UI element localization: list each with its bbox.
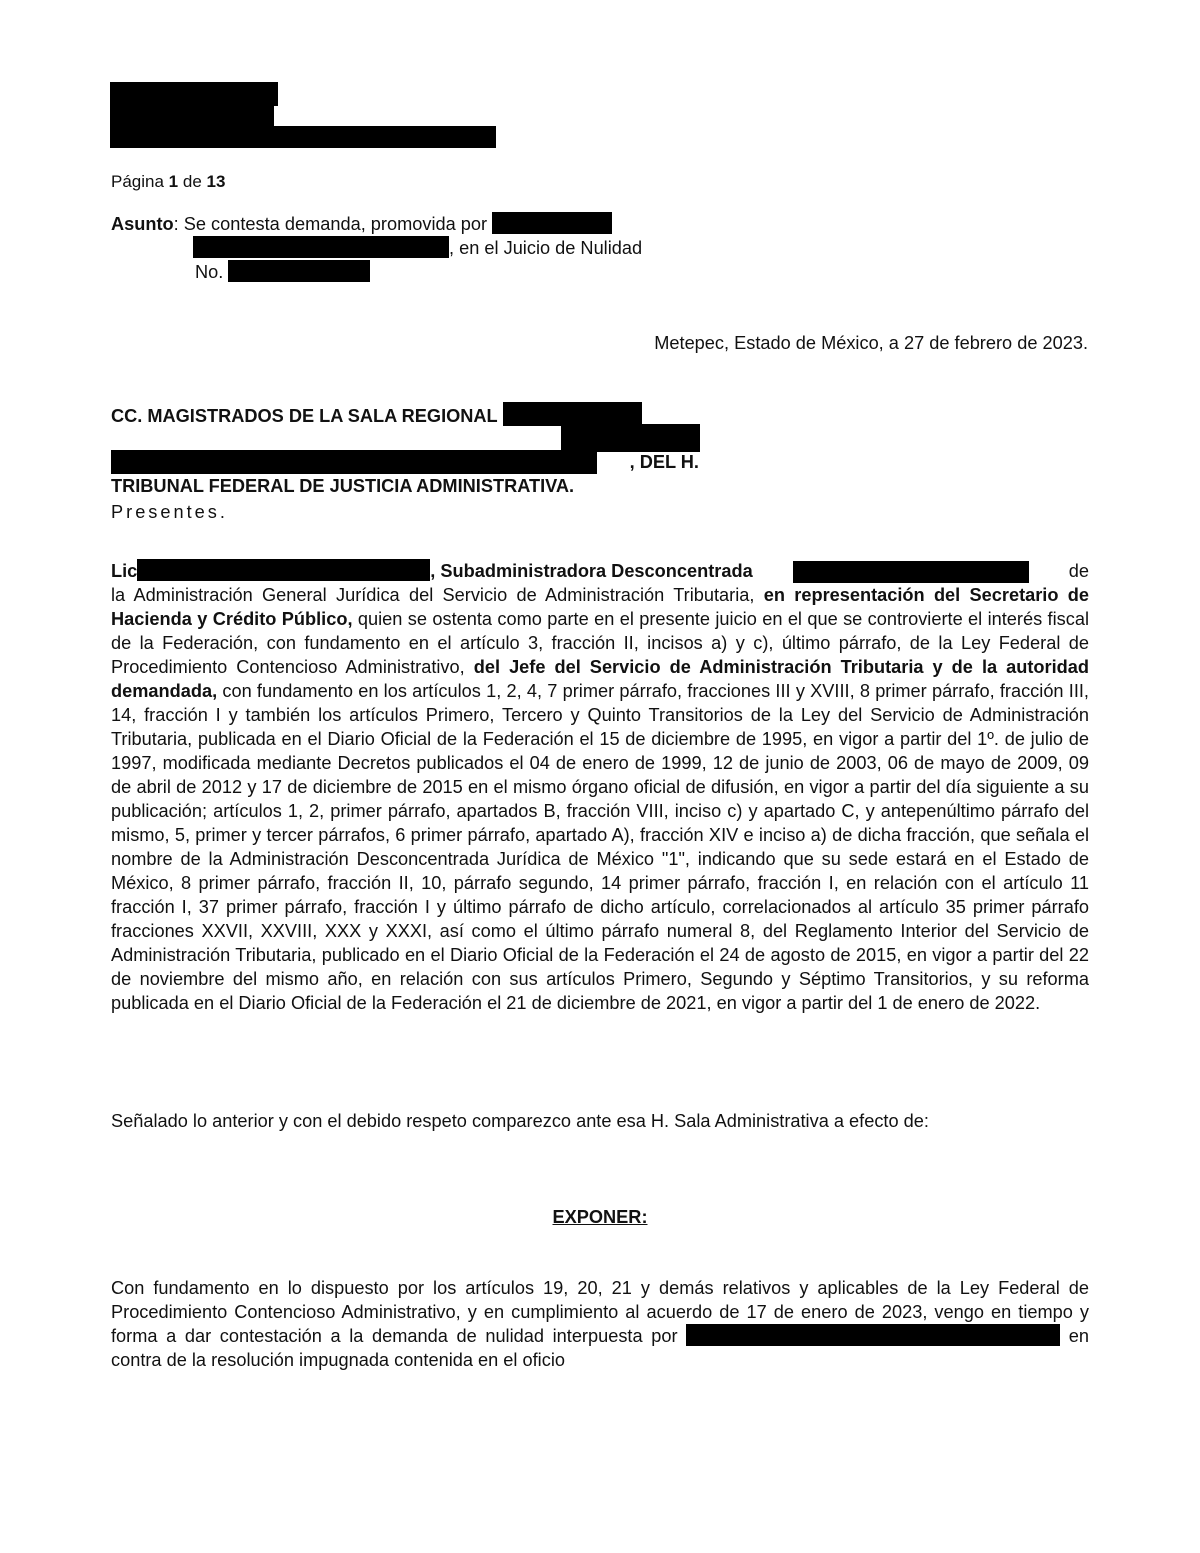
header-redaction-1 xyxy=(110,82,278,106)
page-prefix: Página xyxy=(111,172,164,191)
body-bold-1: en representación del Secretario de Hacienda y Crédito Público, xyxy=(111,585,1089,629)
page-sep: de xyxy=(182,172,202,191)
asunto-text-3: No. xyxy=(195,262,224,282)
body-de: de xyxy=(1068,561,1089,581)
header-redaction-3 xyxy=(110,126,496,148)
addressee-block xyxy=(111,402,701,498)
redaction-juicio-num xyxy=(228,260,370,282)
page-number xyxy=(111,170,225,194)
redaction-nombre-lic xyxy=(137,559,430,581)
redaction-sala-block xyxy=(561,424,700,452)
addressee-line-1: CC. MAGISTRADOS DE LA SALA REGIONAL xyxy=(111,406,498,426)
asunto-text-1: : Se contesta demanda, promovida por xyxy=(173,214,488,234)
fundamento-text-2: en contra de la resolución impugnada contenida en el oficio xyxy=(111,1326,1089,1370)
asunto-label: Asunto xyxy=(111,214,174,234)
redaction-promovente xyxy=(492,212,612,234)
body-paragraph xyxy=(111,559,1089,1015)
presentes: Presentes. xyxy=(111,502,228,522)
body-text-3: con fundamento en los artículos 1, 2, 4, 7 primer párrafo, fracciones III y XVIII, 8 primer párrafo, fracción III, 14, fracción I y también los artículos Primero, Tercero y Quinto Transitorios de la Ley del Servicio de Administración Tributaria, publicada en el Diario Oficial de la Federación el 15 de diciembre de 1995, en vigor a partir del 1º. de julio de 1997, modificada mediante Decretos publicados el 04 de enero de 1999, 12 de junio de 2003, 06 de mayo de 2009, 09 de abril de 2012 y 17 de diciembre de 2015 en el mismo órgano oficial de difusión, en vigor a partir del día siguiente a su publicación; artículos 1, 2, primer párrafo, apartados B, fracción VIII, inciso c) y apartado C, y antepenúltimo párrafo del mismo, 5, primer y tercer párrafos, 6 primer párrafo, apartado A), fracción XIV e inciso a) de dicha fracción, que señala el nombre de la Administración Desconcentrada Jurídica de México "1", indicando que su sede estará en el Estado de México, 8 primer párrafo, fracción II, 10, párrafo segundo, 14 primer párrafo, fracción I, en relación con el artículo 11 fracción I, 37 primer párrafo, fracción I y último párrafo de dicho artículo, correlacionados al artículo 35 primer párrafo fracciones XXVII, XXVIII, XXX y XXXI, así como el último párrafo numeral 8, del Reglamento Interior del Servicio de Administración Tributaria, publicado en el Diario Oficial de la Federación el 24 de agosto de 2015, en vigor a partir del 22 de noviembre del mismo año, en relación con sus artículos Primero, Segundo y Séptimo Transitorios, y su reforma publicada en el Diario Oficial de la Federación el 21 de diciembre de 2021, en vigor a partir del 1 de enero de 2022. xyxy=(111,681,1089,1013)
addressee-line-3: TRIBUNAL FEDERAL DE JUSTICIA ADMINISTRATIVA. xyxy=(111,476,575,496)
body-text-1: la Administración General Jurídica del Servicio de Administración Tributaria, xyxy=(111,585,755,605)
redaction-subadministracion xyxy=(793,561,1029,583)
body-bold-2: del Jefe del Servicio de Administración Tributaria y de la autoridad demandada, xyxy=(111,657,1089,701)
fundamento-paragraph xyxy=(111,1276,1089,1372)
redaction-sala-1 xyxy=(503,402,642,426)
redaction-promovente-2 xyxy=(193,236,449,258)
redaction-sala-2 xyxy=(111,450,597,474)
subadministradora-label: , Subadministradora Desconcentrada xyxy=(430,561,753,581)
fundamento-text-1: Con fundamento en lo dispuesto por los artículos 19, 20, 21 y demás relativos y aplicables de la Ley Federal de Procedimiento Contencioso Administrativo, y en cumplimiento al acuerdo de 17 de enero de 2023, vengo en tiempo y forma a dar contestación a la demanda de nulidad interpuesta por xyxy=(111,1278,1089,1346)
document-date: Metepec, Estado de México, a 27 de febrero de 2023. xyxy=(654,333,1088,353)
page-current: 1 xyxy=(168,172,179,191)
body-text-2: quien se ostenta como parte en el presente juicio en el que se controvierte el interés fiscal de la Federación, con fundamento en el artículo 3, fracción II, incisos a) y c), último párrafo, de la Ley Federal de Procedimiento Contencioso Administrativo, xyxy=(111,609,1089,677)
redaction-demandante xyxy=(686,1324,1060,1346)
addressee-line-2-end: , DEL H. xyxy=(629,452,699,472)
exponer-heading: EXPONER: xyxy=(552,1207,648,1227)
lic-label: Lic xyxy=(111,561,138,581)
asunto-text-2: , en el Juicio de Nulidad xyxy=(449,238,643,258)
page-total: 13 xyxy=(206,172,226,191)
asunto-block xyxy=(111,212,711,284)
senalado-paragraph: Señalado lo anterior y con el debido respeto comparezco ante esa H. Sala Administrativa a efecto de: xyxy=(111,1111,929,1131)
header-redaction-2 xyxy=(110,104,274,128)
